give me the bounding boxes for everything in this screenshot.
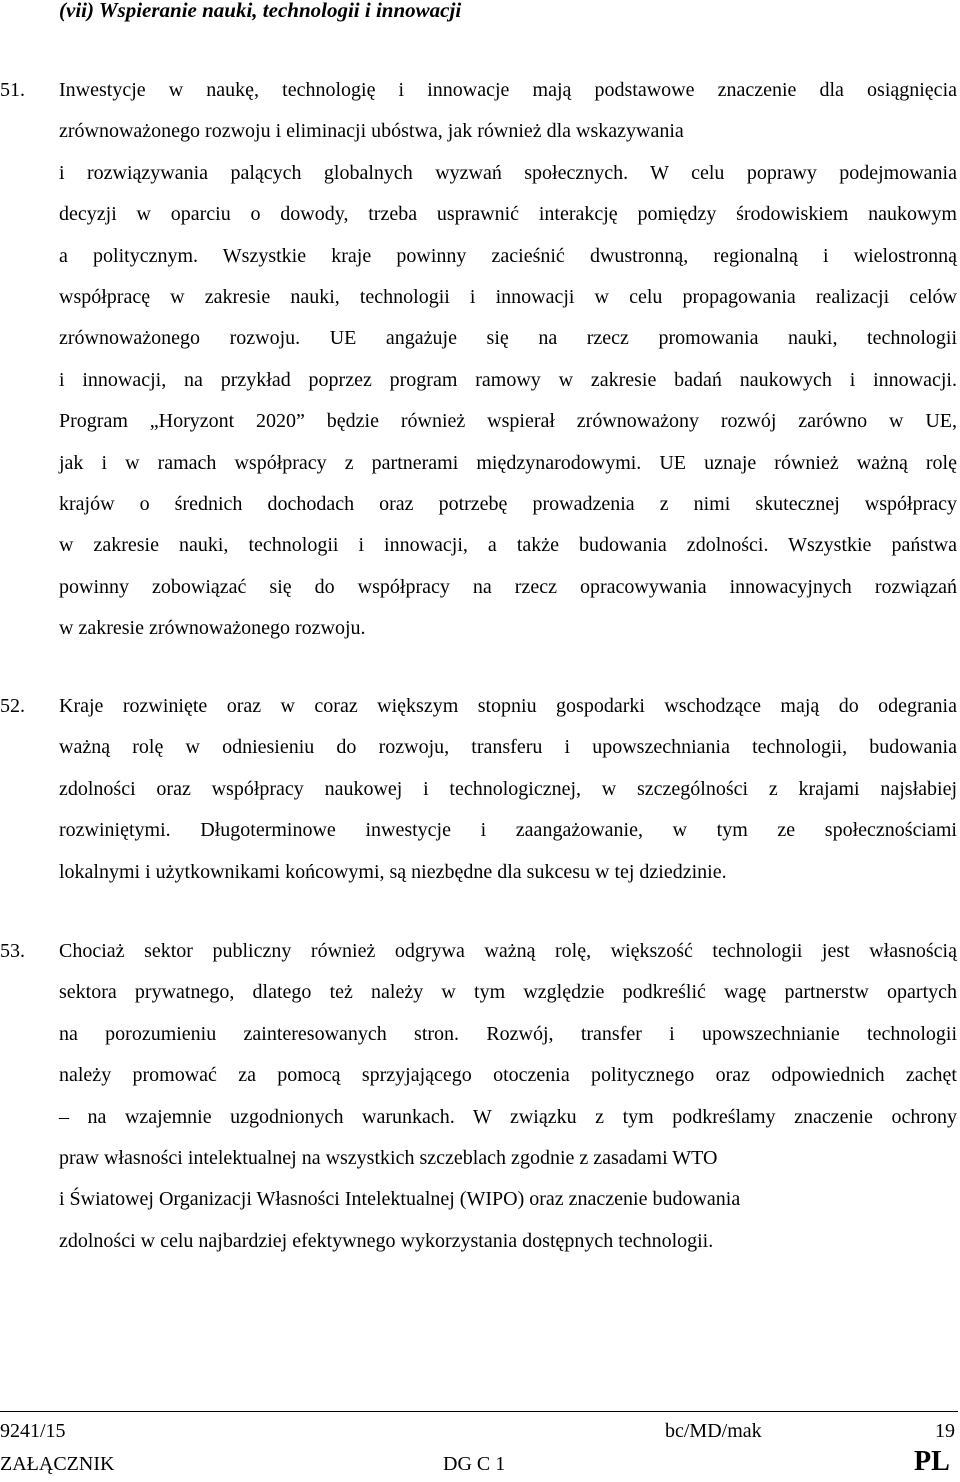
text-line: i Światowej Organizacji Własności Intelektualnej (WIPO) oraz znaczenie budowania <box>59 1188 741 1211</box>
footer-annex-label: ZAŁĄCZNIK <box>0 1453 115 1475</box>
footer-page-number: 19 <box>935 1420 955 1442</box>
text-line: a politycznym. Wszystkie kraje powinny zacieśnić dwustronną, regionalną i wielostronną <box>59 244 957 267</box>
text-line: należy promować za pomocą sprzyjającego otoczenia politycznego oraz odpowiednich zachęt <box>59 1064 957 1087</box>
text-line: zrównoważonego rozwoju i eliminacji ubóstwa, jak również dla wskazywania <box>59 120 684 143</box>
text-line: sektora prywatnego, dlatego też należy w tym względzie podkreślić wagę partnerstw opartych <box>59 981 957 1004</box>
text-line: Program „Horyzont 2020” będzie również wspierał zrównoważony rozwój zarówno w UE, <box>59 410 957 433</box>
text-line: zrównoważonego rozwoju. UE angażuje się na rzecz promowania nauki, technologii <box>59 327 957 350</box>
text-line: Chociaż sektor publiczny również odgrywa ważną rolę, większość technologii jest własnością <box>59 940 957 962</box>
text-line: Kraje rozwinięte oraz w coraz większym stopniu gospodarki wschodzące mają do odegrania <box>59 695 957 717</box>
paragraph-number: 53. <box>0 940 25 962</box>
footer-directorate: DG C 1 <box>443 1453 506 1475</box>
text-line: decyzji w oparciu o dowody, trzeba usprawnić interakcję pomiędzy środowiskiem naukowym <box>59 203 957 226</box>
text-line: jak i w ramach współpracy z partnerami międzynarodowymi. UE uznaje również ważną rolę <box>59 451 957 474</box>
text-line: powinny zobowiązać się do współpracy na rzecz opracowywania innowacyjnych rozwiązań <box>59 575 957 598</box>
text-line: współpracę w zakresie nauki, technologii i innowacji w celu propagowania realizacji celów <box>59 286 957 309</box>
text-line: w zakresie zrównoważonego rozwoju. <box>59 617 366 640</box>
paragraph-body <box>59 70 957 650</box>
text-line: krajów o średnich dochodach oraz potrzebę prowadzenia z nimi skutecznej współpracy <box>59 493 957 516</box>
footer-reference: bc/MD/mak <box>665 1420 762 1442</box>
text-line: lokalnymi i użytkownikami końcowymi, są niezbędne dla sukcesu w tej dziedzinie. <box>59 860 727 883</box>
text-line: Inwestycje w naukę, technologię i innowacje mają podstawowe znaczenie dla osiągnięcia <box>59 79 957 101</box>
paragraph-number: 51. <box>0 79 25 101</box>
text-line: zdolności oraz współpracy naukowej i technologicznej, w szczególności z krajami najsłabiej <box>59 777 957 800</box>
text-line: i rozwiązywania palących globalnych wyzwań społecznych. W celu poprawy podejmowania <box>59 161 957 184</box>
paragraph-number: 52. <box>0 695 25 717</box>
paragraph-body <box>59 931 957 1262</box>
text-line: rozwiniętymi. Długoterminowe inwestycje i zaangażowanie, w tym ze społecznościami <box>59 819 957 842</box>
text-line: – na wzajemnie uzgodnionych warunkach. W związku z tym podkreślamy znaczenie ochrony <box>59 1105 957 1128</box>
paragraph-body <box>59 686 957 893</box>
footer-divider <box>0 1411 958 1412</box>
text-line: ważną rolę w odniesieniu do rozwoju, transferu i upowszechniania technologii, budowania <box>59 736 957 759</box>
footer-language-code: PL <box>914 1446 950 1477</box>
text-line: praw własności intelektualnej na wszystkich szczeblach zgodnie z zasadami WTO <box>59 1147 718 1170</box>
text-line: zdolności w celu najbardziej efektywnego wykorzystania dostępnych technologii. <box>59 1229 714 1252</box>
footer-document-number: 9241/15 <box>0 1420 66 1442</box>
text-line: w zakresie nauki, technologii i innowacji, a także budowania zdolności. Wszystkie państwa <box>59 534 957 557</box>
text-line: i innowacji, na przykład poprzez program ramowy w zakresie badań naukowych i innowacji. <box>59 368 957 391</box>
text-line: na porozumieniu zainteresowanych stron. Rozwój, transfer i upowszechnianie technologii <box>59 1022 957 1045</box>
section-heading: (vii) Wspieranie nauki, technologii i innowacji <box>59 0 462 22</box>
